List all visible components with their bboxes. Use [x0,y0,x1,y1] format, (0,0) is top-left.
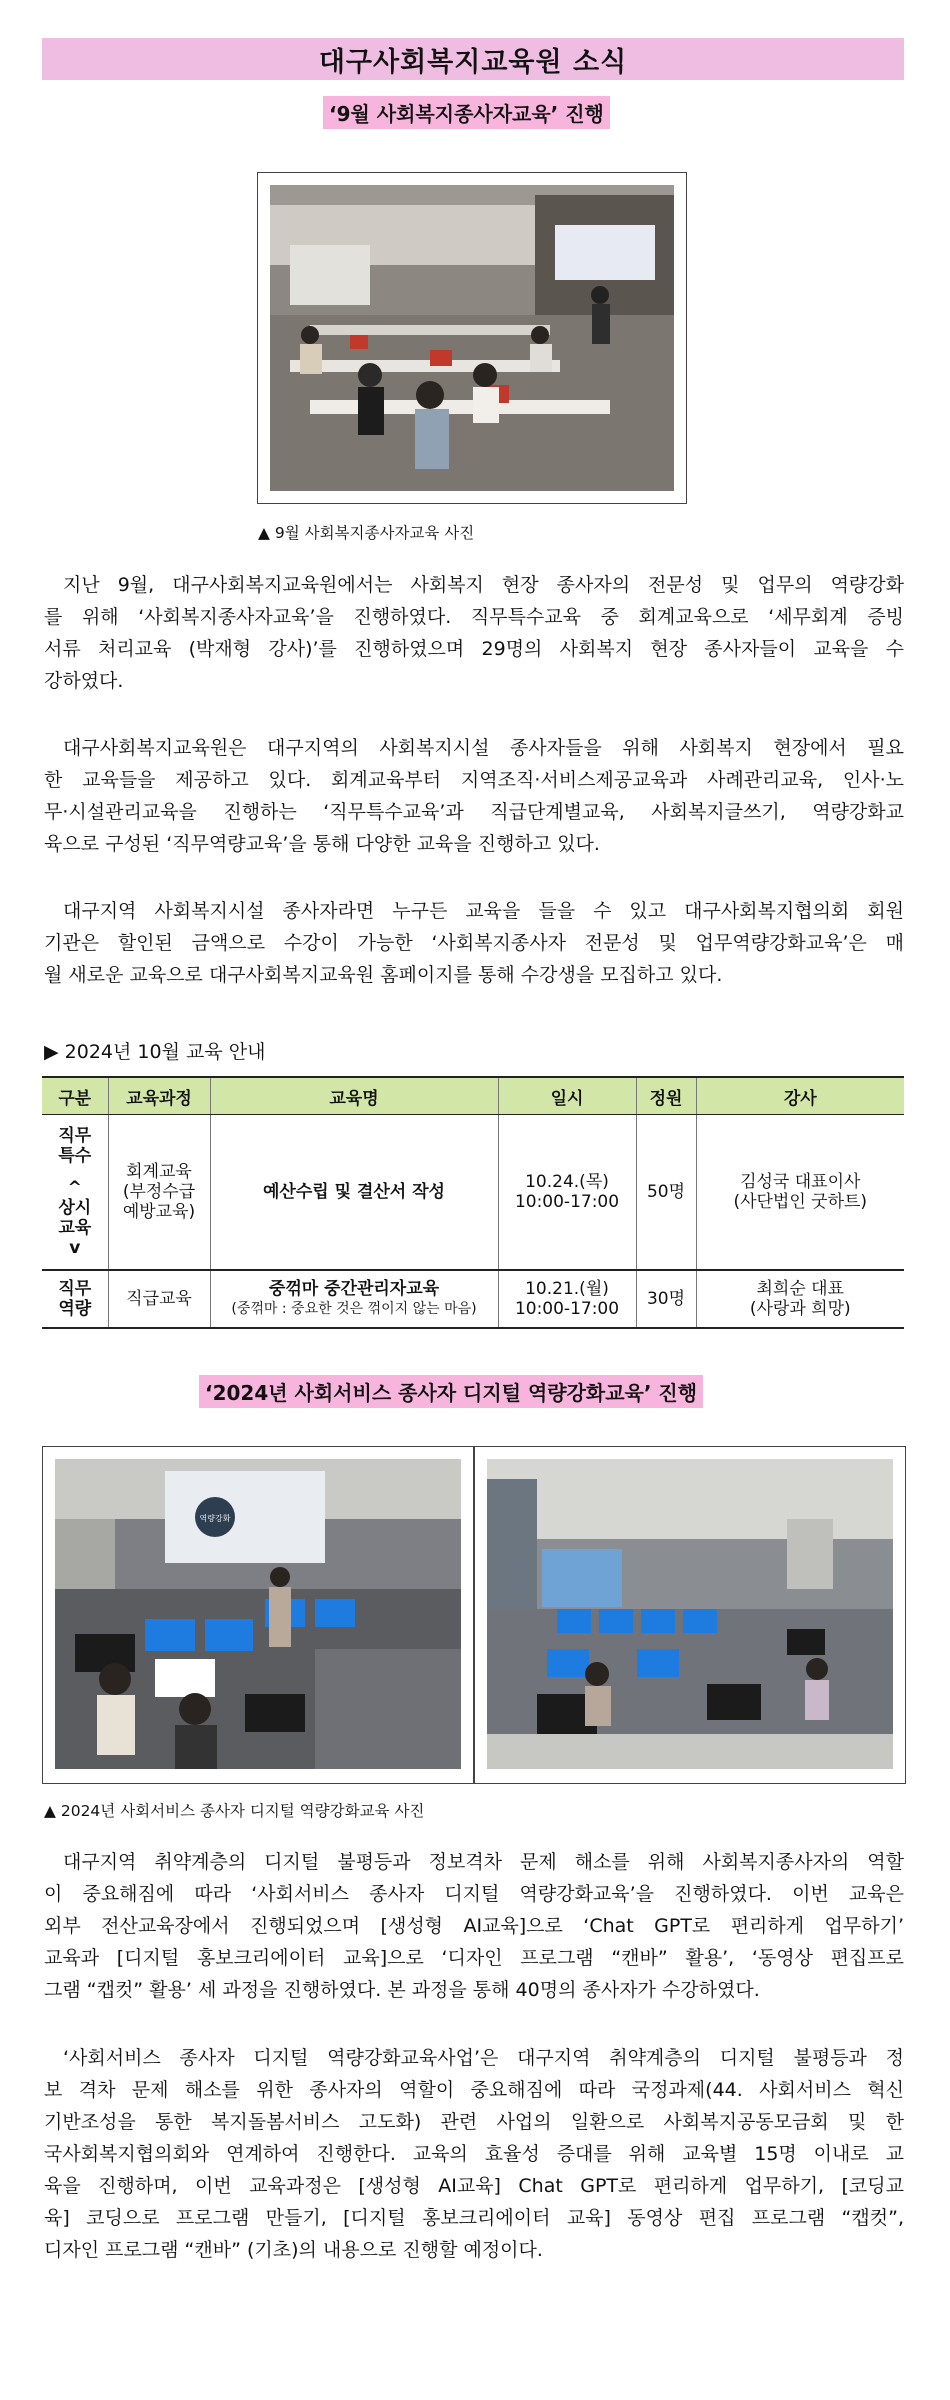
course-name-cell: 예산수립 및 결산서 작성 [210,1115,498,1271]
classroom-photo-right [487,1459,893,1769]
cell-line: 회계교육 [126,1162,192,1182]
photo-divider [473,1447,475,1783]
table-header-row [42,1077,904,1115]
cell-line: (사랑과 희망) [749,1299,851,1319]
text-line: 육] 코딩으로 프로그램 만들기, [디지털 홍보크리에이터 교육] 동영상 편집 프로그램 “캡컷”, [44,2207,904,2229]
cell-line: (중꺾마 : 중요한 것은 꺾이지 않는 마음) [231,1301,477,1317]
column-header: 강사 [696,1077,904,1115]
text-line: 육을 진행하며, 이번 교육과정은 [생성형 AI교육] Chat GPT로 편리하게 업무하기, [코딩교 [44,2175,904,2197]
cell-line: 10.24.(목) [525,1172,609,1192]
text-line: 그램 “캡컷” 활용’ 세 과정을 진행하였다. 본 과정을 통해 40명의 종사자가 수강하였다. [44,1979,760,2001]
cell-line: 최희순 대표 [756,1279,844,1299]
text-line: 디자인 프로그램 “캔바” (기초)의 내용으로 진행할 예정이다. [44,2239,543,2261]
cell-line: (부정수급 [122,1182,196,1202]
text-line: 이 중요해짐에 따라 ‘사회서비스 종사자 디지털 역량강화교육’을 진행하였다. 이번 교육은 [44,1883,904,1905]
column-header: 정원 [636,1077,696,1115]
capacity-cell: 50명 [636,1115,696,1271]
seminar-photo [257,172,687,504]
classroom-photo-left [55,1459,461,1769]
digital-training-photos [42,1446,906,1784]
text-line: 국사회복지협의회와 연계하여 진행한다. 교육의 효율성 증대를 위해 교육별 15명 이내로 교 [44,2143,904,2165]
text-line: 한 교육들을 제공하고 있다. 회계교육부터 지역조직·서비스제공교육과 사례관리교육, 인사·노 [44,769,904,791]
cell-line: 특수 [58,1146,92,1166]
instructor-cell [696,1115,904,1271]
text-line: 월 새로운 교육으로 대구사회복지교육원 홈페이지를 통해 수강생을 모집하고 있다. [44,964,723,986]
text-line: 강하였다. [44,670,124,692]
text-line: 외부 전산교육장에서 진행되었으며 [생성형 AI교육]으로 ‘Chat GPT로 편리하게 업무하기’ [44,1915,904,1937]
cell-line: ^ [67,1178,82,1198]
category-cell [42,1115,108,1271]
text-line: 보 격차 문제 해소를 위한 종사자의 역할이 중요해짐에 따라 국정과제(44. 사회서비스 혁신 [44,2079,904,2101]
cell-line: 직무 [58,1126,92,1146]
section2-headline: ‘2024년 사회서비스 종사자 디지털 역량강화교육’ 진행 [199,1375,703,1408]
section2-paragraph-1 [44,1846,904,2006]
schedule-table [42,1076,904,1329]
text-line: 지난 9월, 대구사회복지교육원에서는 사회복지 현장 종사자의 전문성 및 업무의 역량강화 [63,574,904,596]
text-line: 대구사회복지교육원은 대구지역의 사회복지시설 종사자들을 위해 사회복지 현장에서 필요 [63,737,904,759]
cell-line: 상시 [58,1198,92,1218]
text-line: 기반조성을 통한 복지돌봄서비스 고도화) 관련 사업의 일환으로 사회복지공동모금회 및 한 [44,2111,904,2133]
text-line: 교육과 [디지털 홍보크리에이터 교육]으로 ‘디자인 프로그램 “캔바” 활용’, ‘동영상 편집프로 [44,1947,904,1969]
schedule-notice: ▶ 2024년 10월 교육 안내 [44,1041,266,1063]
capacity-cell: 30명 [636,1270,696,1328]
text-line: 서류 처리교육 (박재형 강사)’를 진행하였으며 29명의 사회복지 현장 종사자들이 교육을 수 [44,638,904,660]
section1-paragraph-3 [44,895,904,991]
section1-paragraph-1 [44,569,904,697]
table-row [42,1270,904,1328]
cell-line: 중꺾마 중간관리자교육 [268,1279,440,1299]
cell-line: 10:00-17:00 [514,1192,620,1212]
section1-headline: ‘9월 사회복지종사자교육’ 진행 [323,96,610,129]
text-line: 육으로 구성된 ‘직무역량교육’을 통해 다양한 교육을 진행하고 있다. [44,833,600,855]
category-cell [42,1270,108,1328]
table-row [42,1115,904,1271]
course-cell: 직급교육 [108,1270,210,1328]
cell-line: 교육 [58,1218,92,1238]
cell-line: 역량 [58,1299,92,1319]
section2-paragraph-2 [44,2042,904,2266]
column-header: 구분 [42,1077,108,1115]
cell-line: 10.21.(월) [525,1279,609,1299]
cell-line: 10:00-17:00 [514,1299,620,1319]
cell-line: v [69,1238,81,1258]
text-line: ‘사회서비스 종사자 디지털 역량강화교육사업’은 대구지역 취약계층의 디지털 불평등과 정 [63,2047,904,2069]
section1-paragraph-2 [44,732,904,860]
seminar-photo-image [270,185,674,491]
text-line: 무·시설관리교육을 진행하는 ‘직무특수교육’과 직급단계별교육, 사회복지글쓰기, 역량강화교 [44,801,904,823]
cell-line [46,1166,104,1178]
page-title: 대구사회복지교육원 소식 [42,38,904,80]
cell-line: 김성국 대표이사 [740,1172,861,1192]
date-cell [498,1115,636,1271]
text-line: 대구지역 사회복지시설 종사자라면 누구든 교육을 들을 수 있고 대구사회복지협의회 회원 [63,900,904,922]
slide-text: 역량강화 [199,1514,231,1523]
instructor-cell [696,1270,904,1328]
course-cell [108,1115,210,1271]
cell-line: 직무 [58,1279,92,1299]
section1-photo-caption: ▲ 9월 사회복지종사자교육 사진 [258,524,475,542]
cell-line: (사단법인 굿하트) [733,1192,868,1212]
column-header: 일시 [498,1077,636,1115]
text-line: 기관은 할인된 금액으로 수강이 가능한 ‘사회복지종사자 전문성 및 업무역량강화교육’은 매 [44,932,904,954]
course-name-cell [210,1270,498,1328]
cell-line: 예방교육) [122,1202,196,1222]
text-line: 를 위해 ‘사회복지종사자교육’을 진행하였다. 직무특수교육 중 회계교육으로 ‘세무회계 증빙 [44,606,904,628]
text-line: 대구지역 취약계층의 디지털 불평등과 정보격차 문제 해소를 위해 사회복지종사자의 역할 [63,1851,904,1873]
column-header: 교육과정 [108,1077,210,1115]
column-header: 교육명 [210,1077,498,1115]
section2-photo-caption: ▲ 2024년 사회서비스 종사자 디지털 역량강화교육 사진 [44,1802,425,1820]
date-cell [498,1270,636,1328]
